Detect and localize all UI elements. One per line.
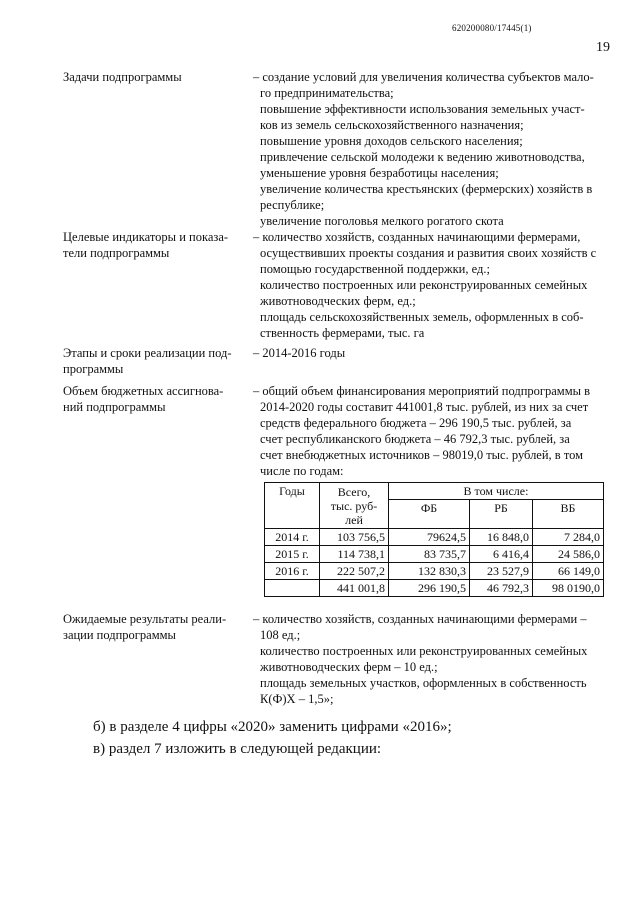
section-content [253, 345, 609, 361]
section-content [253, 383, 609, 479]
cell-total: 114 738,1 [320, 546, 389, 563]
content-line: площадь сельскохозяйственных земель, оформленных в соб- [260, 310, 584, 324]
cell-rb: 6 416,4 [470, 546, 533, 563]
col-vb-header: ВБ [533, 500, 604, 529]
cell-vb: 24 586,0 [533, 546, 604, 563]
cell-rb: 16 848,0 [470, 529, 533, 546]
amendment-paragraph-c: в) раздел 7 изложить в следующей редакции: [93, 741, 382, 757]
table-total-row [265, 580, 604, 597]
section-label: Задачи подпрограммы [63, 70, 182, 84]
content-line: К(Ф)Х – 1,5»; [260, 692, 334, 706]
content-line: го предпринимательства; [260, 86, 394, 100]
content-line: – количество хозяйств, созданных начинающими фермерами, [253, 230, 581, 244]
page-number: 19 [596, 40, 610, 55]
content-line: увеличение поголовья мелкого рогатого скота [260, 214, 504, 228]
content-line: числе по годам: [260, 464, 344, 478]
cell-fb: 79624,5 [389, 529, 470, 546]
content-line: повышение уровня доходов сельского населения; [260, 134, 523, 148]
cell-year [265, 580, 320, 597]
content-line: средств федерального бюджета – 296 190,5 тыс. рублей, за [260, 416, 572, 430]
cell-total: 222 507,2 [320, 563, 389, 580]
content-line: – количество хозяйств, созданных начинающими фермерами – [253, 612, 587, 626]
cell-vb: 7 284,0 [533, 529, 604, 546]
content-line: 2014-2020 годы составит 441001,8 тыс. рублей, из них за счет [260, 400, 589, 414]
section-content [253, 69, 609, 229]
table-row [265, 563, 604, 580]
content-line: уменьшение уровня безработицы населения; [260, 166, 499, 180]
section-label: Этапы и сроки реализации под- программы [63, 346, 232, 376]
col-group-header: В том числе: [389, 483, 604, 500]
section-content [253, 229, 609, 341]
cell-year: 2014 г. [265, 529, 320, 546]
content-line: республике; [260, 198, 325, 212]
content-line: 108 ед.; [260, 628, 301, 642]
content-line: количество построенных или реконструированных семейных [260, 644, 588, 658]
cell-fb: 132 830,3 [389, 563, 470, 580]
cell-year: 2015 г. [265, 546, 320, 563]
section-label: Ожидаемые результаты реали- зации подпрограммы [63, 612, 227, 642]
cell-rb: 23 527,9 [470, 563, 533, 580]
cell-total: 103 756,5 [320, 529, 389, 546]
content-line: привлечение сельской молодежи к ведению животноводства, [260, 150, 585, 164]
amendment-paragraph-b: б) в разделе 4 цифры «2020» заменить цифрами «2016»; [93, 719, 452, 735]
content-line: ственность фермерами, тыс. га [260, 326, 425, 340]
content-line: – создание условий для увеличения количества субъектов мало- [253, 70, 594, 84]
col-total-header: Всего, тыс. руб- лей [320, 483, 389, 529]
cell-year: 2016 г. [265, 563, 320, 580]
col-year-header: Годы [265, 483, 320, 529]
cell-fb: 83 735,7 [389, 546, 470, 563]
content-line: ков из земель сельскохозяйственного назначения; [260, 118, 524, 132]
document-number: 620200080/17445(1) [452, 23, 532, 33]
financing-table [264, 482, 604, 597]
content-line: животноводческих ферм, ед.; [260, 294, 416, 308]
content-line: помощью государственной поддержки, ед.; [260, 262, 490, 276]
content-line: счет внебюджетных источников – 98019,0 тыс. рублей, в том [260, 448, 584, 462]
content-line: животноводческих ферм – 10 ед.; [260, 660, 438, 674]
content-line: увеличение количества крестьянских (фермерских) хозяйств в [260, 182, 593, 196]
cell-fb: 296 190,5 [389, 580, 470, 597]
section-content [253, 611, 609, 707]
content-line: количество построенных или реконструированных семейных [260, 278, 588, 292]
table-row [265, 529, 604, 546]
cell-total: 441 001,8 [320, 580, 389, 597]
table-row [265, 546, 604, 563]
cell-vb: 98 0190,0 [533, 580, 604, 597]
table-header-row [265, 483, 604, 500]
content-line: – 2014-2016 годы [253, 346, 346, 360]
content-line: площадь земельных участков, оформленных в собственность [260, 676, 587, 690]
section-label: Целевые индикаторы и показа- тели подпрограммы [63, 230, 229, 260]
content-line: счет республиканского бюджета – 46 792,3 тыс. рублей, за [260, 432, 570, 446]
cell-rb: 46 792,3 [470, 580, 533, 597]
col-fb-header: ФБ [389, 500, 470, 529]
content-line: повышение эффективности использования земельных участ- [260, 102, 585, 116]
section-label: Объем бюджетных ассигнова- ний подпрограммы [63, 384, 224, 414]
content-line: осуществивших проекты создания и развития своих хозяйств с [260, 246, 597, 260]
cell-vb: 66 149,0 [533, 563, 604, 580]
col-rb-header: РБ [470, 500, 533, 529]
content-line: – общий объем финансирования мероприятий подпрограммы в [253, 384, 591, 398]
